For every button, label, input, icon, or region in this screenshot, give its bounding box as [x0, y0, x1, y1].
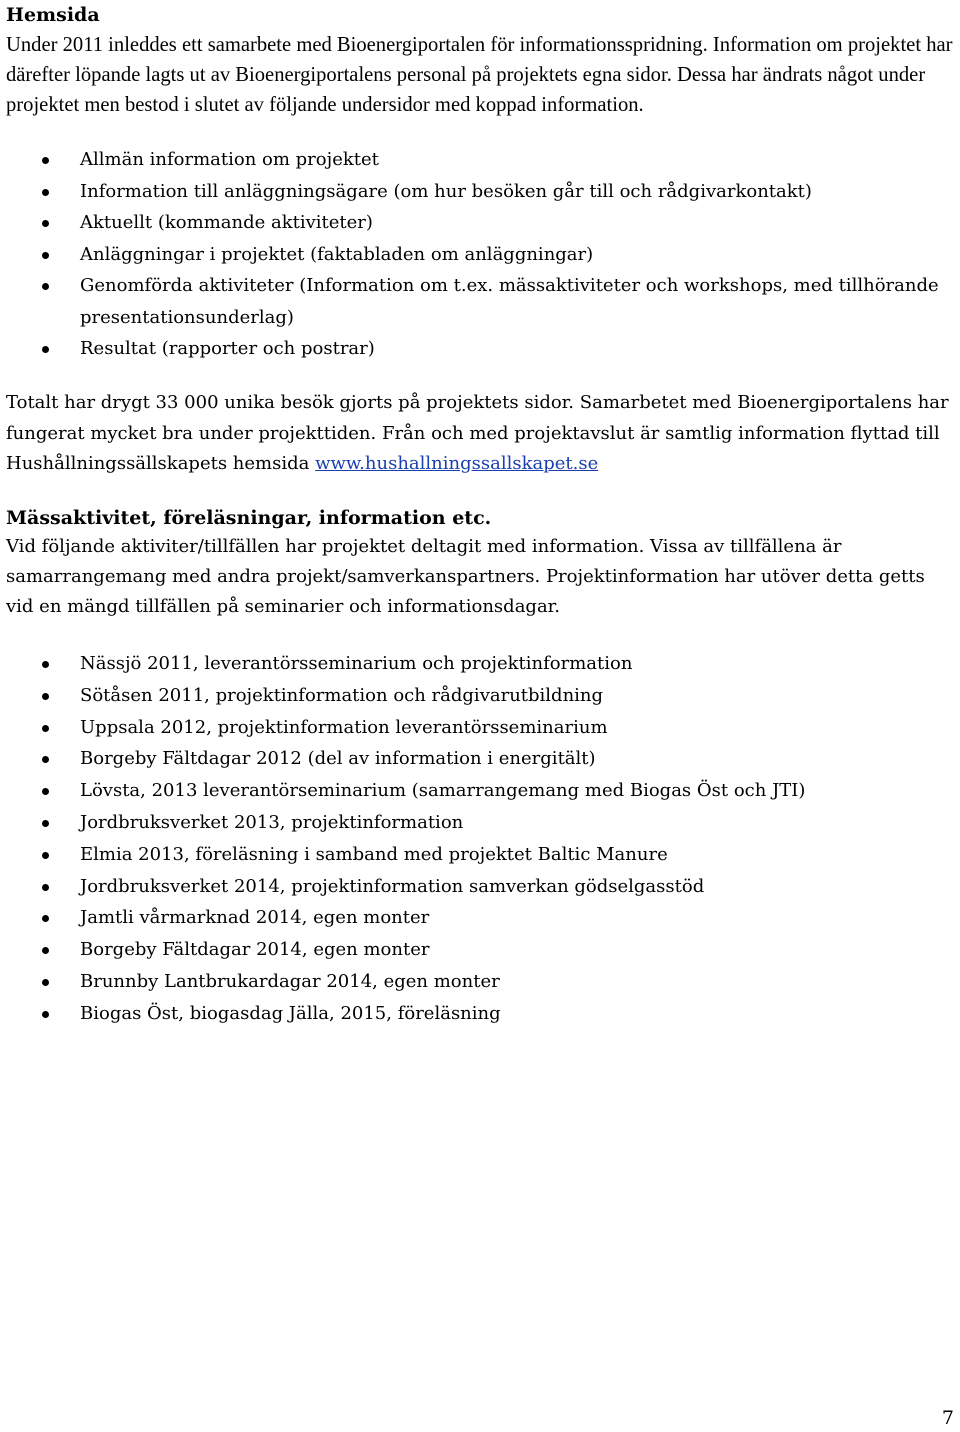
events-list [6, 648, 956, 1030]
subpages-list [6, 144, 956, 365]
massaktivitet-intro-paragraph: Vid följande aktiviter/tillfällen har projektet deltagit med information. Vissa av tillfällena är samarrangemang med andra projekt/samverkanspartners. Projektinformation har utöver detta getts vid en mängd tillfällen på seminarier och informationsdagar. [6, 536, 925, 617]
list-item: Aktuellt (kommande aktiviteter) [6, 207, 956, 239]
page-number: 7 [941, 1407, 954, 1429]
hemsida-intro-paragraph: Under 2011 inleddes ett samarbete med Bioenergiportalen för informationsspridning. Information om projektet har därefter löpande lagts ut av Bioenergiportalens personal på projektets egna sidor. Dessa har ändrats något under projektet men bestod i slutet av följande undersidor med koppad information. [6, 34, 953, 116]
list-item: Borgeby Fältdagar 2012 (del av information i energitält) [6, 743, 956, 775]
list-item: Brunnby Lantbrukardagar 2014, egen monter [6, 966, 956, 998]
list-item: Jordbruksverket 2014, projektinformation samverkan gödselgasstöd [6, 871, 956, 903]
hemsida-summary-paragraph [6, 388, 956, 480]
section-heading-hemsida: Hemsida [6, 4, 100, 26]
section-heading-massaktivitet: Mässaktivitet, föreläsningar, information etc. [6, 507, 492, 529]
list-item: Genomförda aktiviteter (Information om t.ex. mässaktiviteter och workshops, med tillhörande presentationsunderlag) [6, 270, 956, 333]
list-item: Resultat (rapporter och postrar) [6, 333, 956, 365]
list-item: Lövsta, 2013 leverantörseminarium (samarrangemang med Biogas Öst och JTI) [6, 775, 956, 807]
list-item: Anläggningar i projektet (faktabladen om anläggningar) [6, 239, 956, 271]
list-item: Biogas Öst, biogasdag Jälla, 2015, föreläsning [6, 998, 956, 1030]
list-item: Uppsala 2012, projektinformation leverantörsseminarium [6, 712, 956, 744]
list-item: Information till anläggningsägare (om hur besöken går till och rådgivarkontakt) [6, 176, 956, 208]
list-item: Elmia 2013, föreläsning i samband med projektet Baltic Manure [6, 839, 956, 871]
list-item: Jamtli vårmarknad 2014, egen monter [6, 902, 956, 934]
list-item: Allmän information om projektet [6, 144, 956, 176]
list-item: Nässjö 2011, leverantörsseminarium och projektinformation [6, 648, 956, 680]
list-item: Sötåsen 2011, projektinformation och rådgivarutbildning [6, 680, 956, 712]
website-link[interactable]: www.hushallningssallskapet.se [315, 453, 599, 474]
list-item: Jordbruksverket 2013, projektinformation [6, 807, 956, 839]
list-item: Borgeby Fältdagar 2014, egen monter [6, 934, 956, 966]
summary-text: Totalt har drygt 33 000 unika besök gjorts på projektets sidor. Samarbetet med Bioenergiportalens har fungerat mycket bra under projekttiden. Från och med projektavslut är samtlig information flyttad till Hushållningssällskapets hemsida [6, 392, 949, 474]
